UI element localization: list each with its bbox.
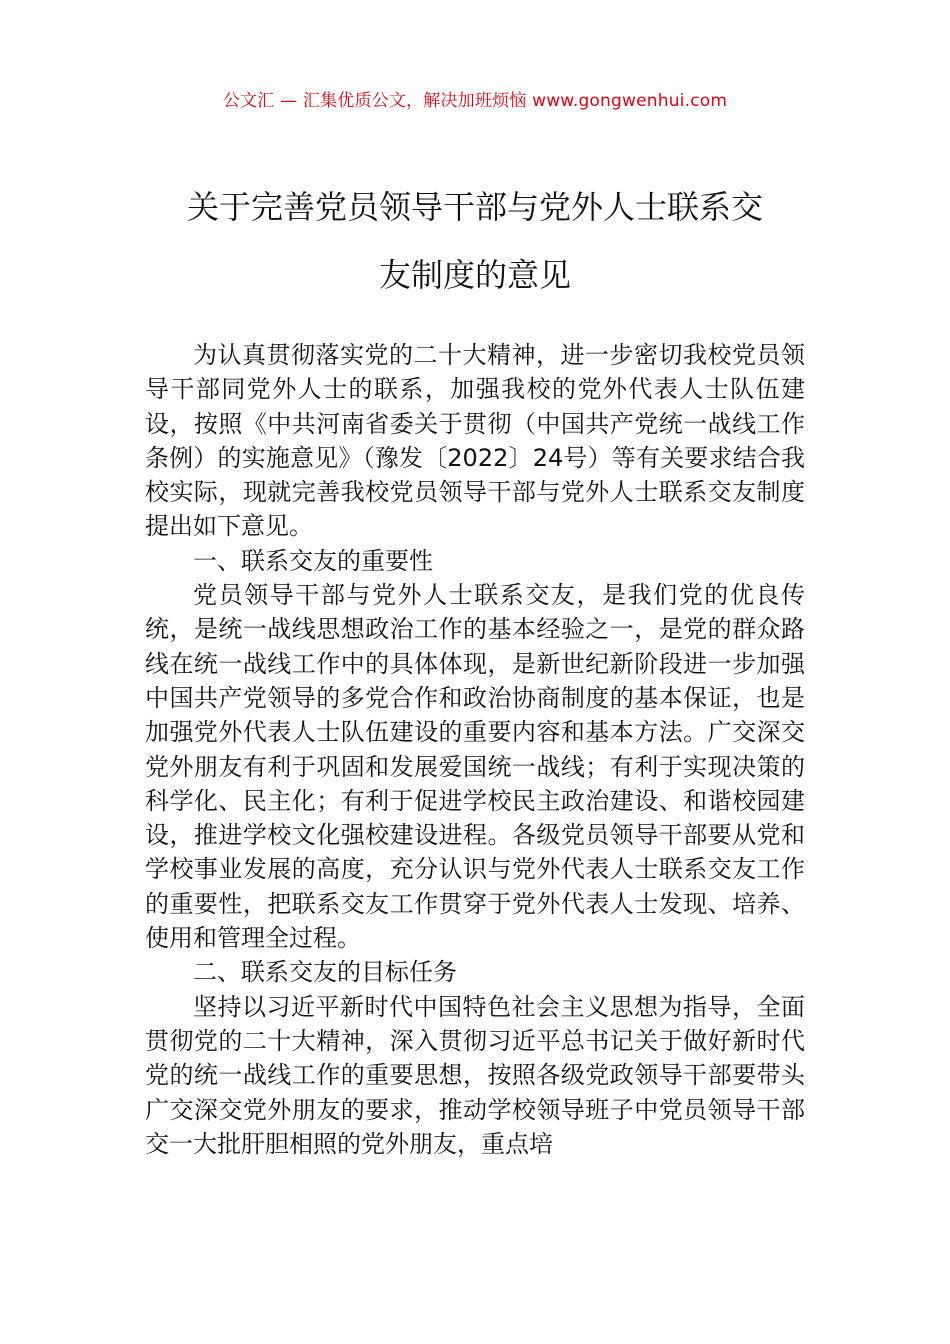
paragraph-importance: 党员领导干部与党外人士联系交友，是我们党的优良传统，是统一战线思想政治工作的基本经验之一，是党的群众路线在统一战线工作中的具体体现，是新世纪新阶段进一步加强中国共产党领导的多党合作和政治协商制度的基本保证，也是加强党外代表人士队伍建设的重要内容和基本方法。广交深交党外朋友有利于巩固和发展爱国统一战线；有利于实现决策的科学化、民主化；有利于促进学校民主政治建设、和谐校园建设，推进学校文化强校建设进程。各级党员领导干部要从党和学校事业发展的高度，充分认识与党外代表人士联系交友工作的重要性，把联系交友工作贯穿于党外代表人士发现、培养、使用和管理全过程。 [145, 581, 805, 953]
section-heading-1: 一、联系交友的重要性 [193, 546, 433, 575]
paragraph-intro: 为认真贯彻落实党的二十大精神，进一步密切我校党员领导干部同党外人士的联系，加强我校的党外代表人士队伍建设，按照《中共河南省委关于贯彻（中国共产党统一战线工作条例）的实施意见》（豫发〔2022〕24号）等有关要求结合我校实际，现就完善我校党员领导干部与党外人士联系交友制度提出如下意见。 [145, 341, 805, 541]
document-body [145, 338, 805, 1161]
header-banner: 公文汇 — 汇集优质公文，解决加班烦恼 www.gongwenhui.com [222, 91, 728, 111]
section-heading-2: 二、联系交友的目标任务 [193, 958, 457, 987]
paragraph-goals: 坚持以习近平新时代中国特色社会主义思想为指导，全面贯彻党的二十大精神，深入贯彻习近平总书记关于做好新时代党的统一战线工作的重要思想，按照各级党政领导干部要带头广交深交党外朋友的要求，推动学校领导班子中党员领导干部交一大批肝胆相照的党外朋友，重点培 [145, 992, 805, 1158]
page-title-line-2: 友制度的意见 [378, 256, 571, 294]
page-title-line-1: 关于完善党员领导干部与党外人士联系交 [186, 188, 763, 226]
